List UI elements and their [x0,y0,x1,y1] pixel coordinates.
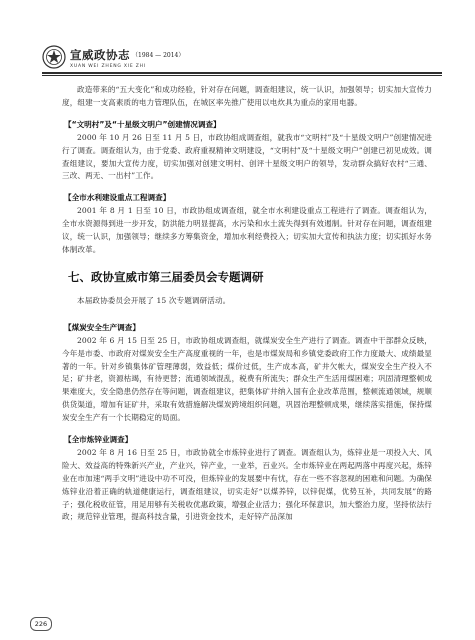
header-rule-thin [42,75,442,76]
body-paragraph: 本届政协委员会开展了 15 次专题调研活动。 [77,295,231,305]
page-number: 226 [30,617,52,631]
body-paragraph: 2002 年 8 月 16 日至 25 日，市政协就全市炼锌业进行了调查。调查组认为，炼锌业是一项投入大、风险大、效益高的特殊新兴产业，产业兴，锌产业，一业举，百业兴。全市炼锌业在两起两落中再度兴起，炼锌业在市加速“两手文明”进设中功不可没，但炼锌业的发展要中有忧，存在一些不容忽视的困难和问题。为确保炼锌业沿着正确的轨道健康运行，调查组建议，切实走好“以煤养锌，以锌促煤，优势互补，共同发展”的路子；强化税收征管，用足用够有关税收优惠政策，增强企业活力；强化环保意识，加大整治力度，坚持依法行政；规范锌业管理，提高科技含量，引进资金技术，走好锌产品深加 [62,447,432,522]
topic-heading: 【全市炼锌业调查】 [64,435,133,445]
topic-heading: 【全市水利建设重点工程调查】 [64,193,171,203]
header-rule [42,72,442,74]
topic-heading: 【“文明村”及“十星级文明户”创建情况调查】 [64,119,221,129]
section-heading: 七、政协宣威市第三届委员会专题调研 [68,269,264,284]
header-pinyin: XUAN WEI ZHENG XIE ZHI [70,64,146,69]
header-title [70,47,184,69]
brand-title: 宣威政协志 （1984 — 2014） [70,48,185,62]
main-content [62,84,432,524]
body-paragraph: 政造带来的“五大变化”和成功经验，针对存在问题，调查组建议，统一认识，加强领导；切实加大宣传力度，组建一支高素质的电力管理队伍，在城区率先推广使用以电炊具为重点的家用电器。 [62,85,432,107]
body-paragraph: 2001 年 8 月 1 日至 10 日，市政协组成调查组，就全市水利建设重点工程进行了调查。调查组认为，全市水资源得到进一步开发，防洪能力明显提高，水污染和水土流失得到有效遏制。针对存在问题，调查组建议，统一认识，加强领导；继续多方筹集资金，增加水利经费投入；切实加大宣传和执法力度；切实抓好水务体制改革。 [62,206,432,254]
body-paragraph: 2000 年 10 月 26 日至 11 月 5 日，市政协组成调查组，就我市“文明村”及“十星级文明户”创建情况进行了调查。调查组认为，由于党委、政府重视精神文明建设，“文明村”及“十星级文明户”创建已初见成效。调查组建议，要加大宣传力度，切实加强对创建文明村、创评十星级文明户的领导，发动群众搞好农村“三通、三改、两无、一出村”工作。 [62,132,432,181]
body-paragraph: 2002 年 6 月 15 日至 25 日，市政协组成调查组，就煤炭安全生产进行了调查。调查中干部群众反映，今年是市委、市政府对煤炭安全生产高度重视的一年，也是市煤炭局和乡镇党委政府工作力度最大、成绩最显著的一年。针对乡镇集体矿管理薄弱，效益低；煤价过低，生产成本高，矿井欠帐大，煤炭安全生产投入不足；矿井老，资源枯竭，有待更替；流通领域混乱，税费有所流失；群众生产生活用煤困难；巩固清理整顿成果难度大，安全隐患仍然存在等问题，调查组建议，把集体矿井纳入国有企业改革范围，整顿流通领域，规顺供货渠道，增加有证矿井，采取有效措施解决煤炭跨境组织问题，巩固治理整顿成果，继续落实措施，保持煤炭安全生产有一个长期稳定的局面。 [62,335,432,423]
topic-heading: 【煤炭安全生产调查】 [64,322,140,332]
header-years: （1984 — 2014） [132,52,185,59]
page-header [42,45,442,71]
cppcc-emblem-icon [42,45,66,69]
